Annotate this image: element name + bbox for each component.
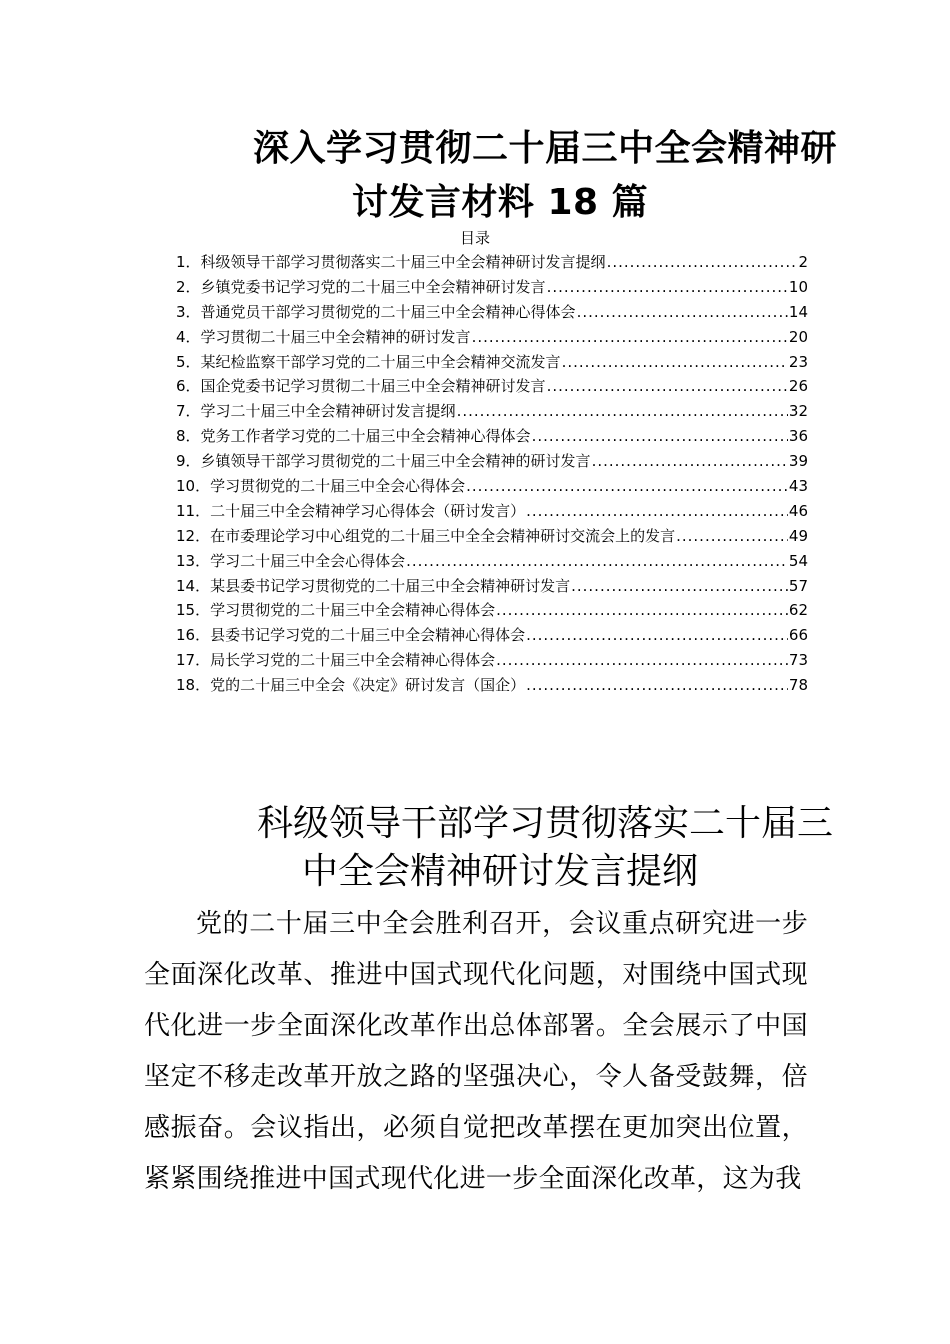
toc-dot-leader bbox=[577, 300, 788, 325]
toc-entry-page-number: 32 bbox=[788, 402, 808, 421]
toc-entry-number: 16． bbox=[176, 626, 211, 645]
toc-entry-title: 县委书记学习党的二十届三中全会精神心得体会 bbox=[210, 626, 526, 645]
toc-entry-page-number: 78 bbox=[788, 676, 808, 695]
toc-entry-title: 局长学习党的二十届三中全会精神心得体会 bbox=[210, 651, 496, 670]
toc-entry-number: 18． bbox=[176, 676, 211, 695]
toc-dot-leader bbox=[526, 623, 788, 648]
toc-entry-page-number: 73 bbox=[788, 651, 808, 670]
toc-dot-leader bbox=[607, 250, 798, 275]
toc-entry-title: 普通党员干部学习贯彻党的二十届三中全会精神心得体会 bbox=[200, 302, 576, 321]
toc-entry-number: 2． bbox=[176, 277, 201, 296]
toc-entry[interactable] bbox=[176, 275, 808, 300]
toc-entry-page-number: 14 bbox=[788, 302, 808, 321]
toc-dot-leader bbox=[571, 574, 788, 599]
toc-entry-number: 6． bbox=[176, 377, 201, 396]
section-paragraph: 党的二十届三中全会胜利召开，会议重点研究进一步全面深化改革、推进中国式现代化问题，对围绕中国式现代化进一步全面深化改革作出总体部署。全会展示了中国坚定不移走改革开放之路的坚强决心，令人备受鼓舞，倍感振奋。会议指出，必须自觉把改革摆在更加突出位置，紧紧围绕推进中国式现代化进一步全面深化改革，这为我 bbox=[144, 909, 808, 1194]
toc-entry-number: 12． bbox=[176, 526, 211, 545]
toc-entry-page-number: 57 bbox=[788, 576, 808, 595]
toc-entry-page-number: 26 bbox=[788, 377, 808, 396]
toc-entry-title: 学习二十届三中全会精神研讨发言提纲 bbox=[200, 402, 456, 421]
toc-entry-title: 乡镇领导干部学习贯彻党的二十届三中全会精神的研讨发言 bbox=[200, 452, 591, 471]
toc-entry[interactable] bbox=[176, 399, 808, 424]
toc-entry-title: 乡镇党委书记学习党的二十届三中全会精神研讨发言 bbox=[200, 277, 546, 296]
toc-entry[interactable] bbox=[176, 250, 808, 275]
toc-entry-number: 3． bbox=[176, 302, 201, 321]
section-title-line-1: 科级领导干部学习贯彻落实二十届三 bbox=[256, 803, 833, 844]
toc-dot-leader bbox=[406, 549, 788, 574]
toc-dot-leader bbox=[496, 648, 788, 673]
document-title-line-2: 讨发言材料 18 篇 bbox=[351, 182, 649, 223]
toc-entry[interactable] bbox=[176, 574, 808, 599]
toc-dot-leader bbox=[466, 474, 788, 499]
toc-entry-page-number: 46 bbox=[788, 501, 808, 520]
toc-entry-page-number: 2 bbox=[798, 253, 808, 271]
toc-entry-number: 13． bbox=[176, 551, 211, 570]
table-of-contents bbox=[176, 250, 808, 698]
toc-dot-leader bbox=[592, 449, 788, 474]
toc-entry-title: 科级领导干部学习贯彻落实二十届三中全会精神研讨发言提纲 bbox=[200, 253, 606, 271]
toc-entry-number: 1． bbox=[176, 253, 201, 271]
toc-entry-title: 学习贯彻党的二十届三中全会心得体会 bbox=[210, 477, 466, 496]
toc-entry-title: 学习贯彻党的二十届三中全会精神心得体会 bbox=[210, 601, 496, 620]
toc-entry-title: 某纪检监察干部学习党的二十届三中全会精神交流发言 bbox=[200, 352, 561, 371]
toc-entry[interactable] bbox=[176, 673, 808, 698]
toc-entry[interactable] bbox=[176, 549, 808, 574]
toc-entry[interactable] bbox=[176, 424, 808, 449]
document-title bbox=[150, 122, 870, 230]
toc-entry-title: 学习贯彻二十届三中全会精神的研讨发言 bbox=[200, 327, 471, 346]
toc-entry[interactable] bbox=[176, 374, 808, 399]
section-title-line-2: 中全会精神研讨发言提纲 bbox=[301, 851, 698, 892]
document-title-line-1: 深入学习贯彻二十届三中全会精神研 bbox=[252, 128, 837, 169]
toc-entry-page-number: 66 bbox=[788, 626, 808, 645]
toc-entry-number: 17． bbox=[176, 651, 211, 670]
toc-entry-title: 某县委书记学习贯彻党的二十届三中全会精神研讨发言 bbox=[210, 576, 571, 595]
toc-entry-title: 党务工作者学习党的二十届三中全会精神心得体会 bbox=[200, 427, 531, 446]
toc-entry-number: 10． bbox=[176, 477, 211, 496]
toc-dot-leader bbox=[526, 499, 788, 524]
toc-entry[interactable] bbox=[176, 648, 808, 673]
toc-entry-number: 4． bbox=[176, 327, 201, 346]
toc-dot-leader bbox=[547, 374, 788, 399]
toc-entry[interactable] bbox=[176, 300, 808, 325]
toc-entry-title: 学习二十届三中全会心得体会 bbox=[210, 551, 406, 570]
toc-entry-title: 党的二十届三中全会《决定》研讨发言（国企） bbox=[210, 676, 526, 695]
toc-dot-leader bbox=[532, 424, 788, 449]
toc-entry-page-number: 54 bbox=[788, 551, 808, 570]
toc-entry-number: 5． bbox=[176, 352, 201, 371]
toc-dot-leader bbox=[472, 325, 788, 350]
toc-entry[interactable] bbox=[176, 449, 808, 474]
toc-entry-page-number: 43 bbox=[788, 477, 808, 496]
toc-entry-page-number: 49 bbox=[788, 526, 808, 545]
toc-entry-number: 15． bbox=[176, 601, 211, 620]
toc-entry[interactable] bbox=[176, 325, 808, 350]
toc-entry-page-number: 62 bbox=[788, 601, 808, 620]
toc-entry-number: 9． bbox=[176, 452, 201, 471]
toc-entry-page-number: 23 bbox=[788, 352, 808, 371]
toc-dot-leader bbox=[526, 673, 788, 698]
toc-entry[interactable] bbox=[176, 499, 808, 524]
toc-entry[interactable] bbox=[176, 598, 808, 623]
toc-entry[interactable] bbox=[176, 350, 808, 375]
toc-entry-page-number: 39 bbox=[788, 452, 808, 471]
toc-entry-page-number: 20 bbox=[788, 327, 808, 346]
toc-entry-title: 国企党委书记学习贯彻二十届三中全会精神研讨发言 bbox=[200, 377, 546, 396]
toc-entry[interactable] bbox=[176, 474, 808, 499]
toc-entry[interactable] bbox=[176, 623, 808, 648]
section-title bbox=[150, 800, 870, 896]
toc-entry-number: 8． bbox=[176, 427, 201, 446]
toc-dot-leader bbox=[457, 399, 788, 424]
toc-entry-page-number: 36 bbox=[788, 427, 808, 446]
toc-dot-leader bbox=[676, 524, 788, 549]
toc-entry[interactable] bbox=[176, 524, 808, 549]
toc-dot-leader bbox=[496, 598, 788, 623]
toc-entry-page-number: 10 bbox=[788, 277, 808, 296]
toc-dot-leader bbox=[562, 350, 788, 375]
toc-entry-number: 14． bbox=[176, 576, 211, 595]
toc-dot-leader bbox=[547, 275, 788, 300]
toc-entry-title: 二十届三中全会精神学习心得体会（研讨发言） bbox=[210, 501, 526, 520]
toc-entry-number: 11． bbox=[176, 501, 211, 520]
toc-entry-title: 在市委理论学习中心组党的二十届三中全全会精神研讨交流会上的发言 bbox=[210, 526, 676, 545]
toc-entry-number: 7． bbox=[176, 402, 201, 421]
toc-heading: 目录 bbox=[459, 229, 490, 247]
